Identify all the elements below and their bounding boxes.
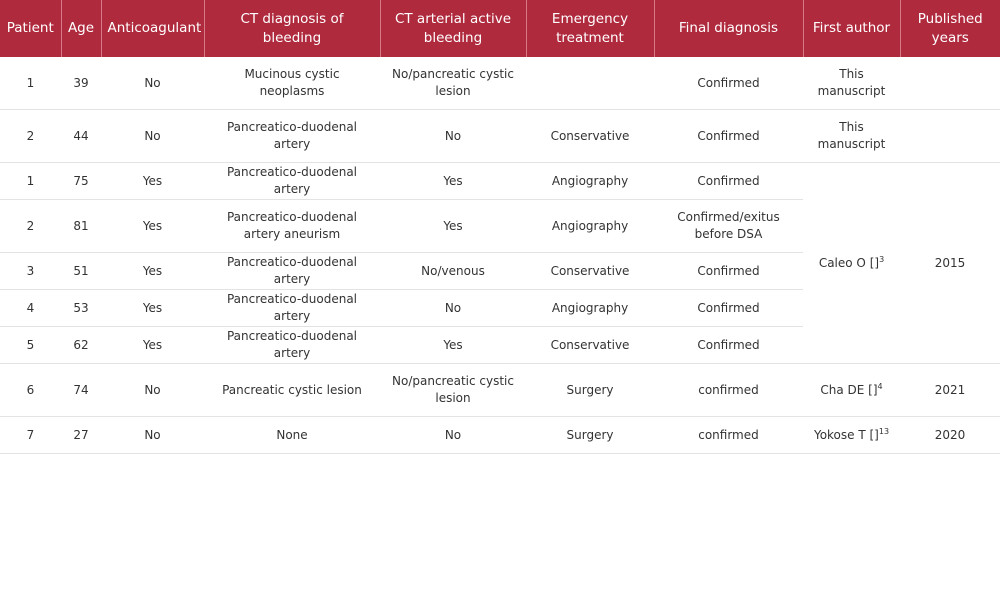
cell-author [803, 364, 900, 417]
cell-final-diagnosis: Confirmed [654, 163, 803, 200]
cell-patient: 1 [0, 57, 61, 110]
cell-ct-active: No/venous [380, 253, 526, 290]
cell-ct-diagnosis: Pancreatico-duodenal artery [204, 163, 380, 200]
cell-final-diagnosis: Confirmed [654, 290, 803, 327]
cell-ct-diagnosis: Pancreatico-duodenal artery [204, 290, 380, 327]
cell-age: 44 [61, 110, 101, 163]
cell-anticoagulant: No [101, 364, 204, 417]
header-anticoagulant: Anticoagulant [101, 0, 204, 57]
header-ct-diagnosis: CT diagnosis of bleeding [204, 0, 380, 57]
header-emergency-treatment: Emergency treatment [526, 0, 654, 57]
cell-age: 74 [61, 364, 101, 417]
cell-author-caleo [803, 163, 900, 364]
cell-age: 39 [61, 57, 101, 110]
author-name: Yokose T [] [813, 427, 879, 442]
cell-anticoagulant: Yes [101, 253, 204, 290]
cell-final-diagnosis: confirmed [654, 417, 803, 454]
cell-ct-diagnosis: Pancreatico-duodenal artery [204, 327, 380, 364]
author-ref: 13 [878, 426, 890, 436]
table-row [0, 364, 1000, 417]
cell-final-diagnosis: Confirmed [654, 110, 803, 163]
cell-year [900, 110, 1000, 163]
cell-year: 2021 [900, 364, 1000, 417]
cell-year [900, 57, 1000, 110]
cell-anticoagulant: Yes [101, 200, 204, 253]
cell-patient: 1 [0, 163, 61, 200]
cell-treatment: Angiography [526, 163, 654, 200]
cell-patient: 5 [0, 327, 61, 364]
cell-treatment: Angiography [526, 290, 654, 327]
cell-ct-diagnosis: Pancreatico-duodenal artery aneurism [204, 200, 380, 253]
table-row [0, 57, 1000, 110]
cell-ct-active: No/pancreatic cystic lesion [380, 364, 526, 417]
cell-author: This manuscript [803, 57, 900, 110]
header-final-diagnosis: Final diagnosis [654, 0, 803, 57]
cell-age: 51 [61, 253, 101, 290]
cell-ct-active: Yes [380, 327, 526, 364]
cell-ct-active: Yes [380, 163, 526, 200]
author-name: Caleo O [] [818, 255, 880, 270]
cell-author: This manuscript [803, 110, 900, 163]
cell-patient: 2 [0, 200, 61, 253]
cell-treatment: Angiography [526, 200, 654, 253]
cell-treatment: Surgery [526, 364, 654, 417]
cell-treatment: Surgery [526, 417, 654, 454]
cell-treatment: Conservative [526, 110, 654, 163]
cell-anticoagulant: Yes [101, 327, 204, 364]
cell-ct-active: No [380, 417, 526, 454]
cell-treatment [526, 57, 654, 110]
cell-ct-diagnosis: Pancreatico-duodenal artery [204, 110, 380, 163]
cell-age: 75 [61, 163, 101, 200]
header-ct-active-bleeding: CT arterial active bleeding [380, 0, 526, 57]
author-ref: 3 [879, 254, 885, 264]
cell-ct-diagnosis: None [204, 417, 380, 454]
cell-age: 27 [61, 417, 101, 454]
cell-age: 81 [61, 200, 101, 253]
cell-age: 53 [61, 290, 101, 327]
table-header [0, 0, 1000, 57]
cell-ct-diagnosis: Pancreatic cystic lesion [204, 364, 380, 417]
header-first-author: First author [803, 0, 900, 57]
cell-age: 62 [61, 327, 101, 364]
cell-anticoagulant: No [101, 110, 204, 163]
cell-patient: 4 [0, 290, 61, 327]
cell-treatment: Conservative [526, 327, 654, 364]
table-row [0, 110, 1000, 163]
cell-ct-active: No [380, 290, 526, 327]
table-row [0, 417, 1000, 454]
cell-ct-active: No/pancreatic cystic lesion [380, 57, 526, 110]
author-ref: 4 [877, 381, 883, 391]
header-patient: Patient [0, 0, 61, 57]
cell-author [803, 417, 900, 454]
cell-year-caleo: 2015 [900, 163, 1000, 364]
cell-ct-active: No [380, 110, 526, 163]
cell-anticoagulant: Yes [101, 163, 204, 200]
header-age: Age [61, 0, 101, 57]
cell-anticoagulant: No [101, 57, 204, 110]
cell-final-diagnosis: confirmed [654, 364, 803, 417]
cell-treatment: Conservative [526, 253, 654, 290]
cell-ct-diagnosis: Pancreatico-duodenal artery [204, 253, 380, 290]
cell-patient: 3 [0, 253, 61, 290]
author-name: Cha DE [] [820, 382, 878, 397]
cell-anticoagulant: Yes [101, 290, 204, 327]
cell-ct-active: Yes [380, 200, 526, 253]
cell-final-diagnosis: Confirmed [654, 327, 803, 364]
cell-patient: 7 [0, 417, 61, 454]
cell-year: 2020 [900, 417, 1000, 454]
header-published-years: Published years [900, 0, 1000, 57]
cell-patient: 6 [0, 364, 61, 417]
cell-final-diagnosis: Confirmed/exitus before DSA [654, 200, 803, 253]
table-row [0, 163, 1000, 200]
cell-anticoagulant: No [101, 417, 204, 454]
cell-ct-diagnosis: Mucinous cystic neoplasms [204, 57, 380, 110]
cell-final-diagnosis: Confirmed [654, 57, 803, 110]
cell-final-diagnosis: Confirmed [654, 253, 803, 290]
cell-patient: 2 [0, 110, 61, 163]
